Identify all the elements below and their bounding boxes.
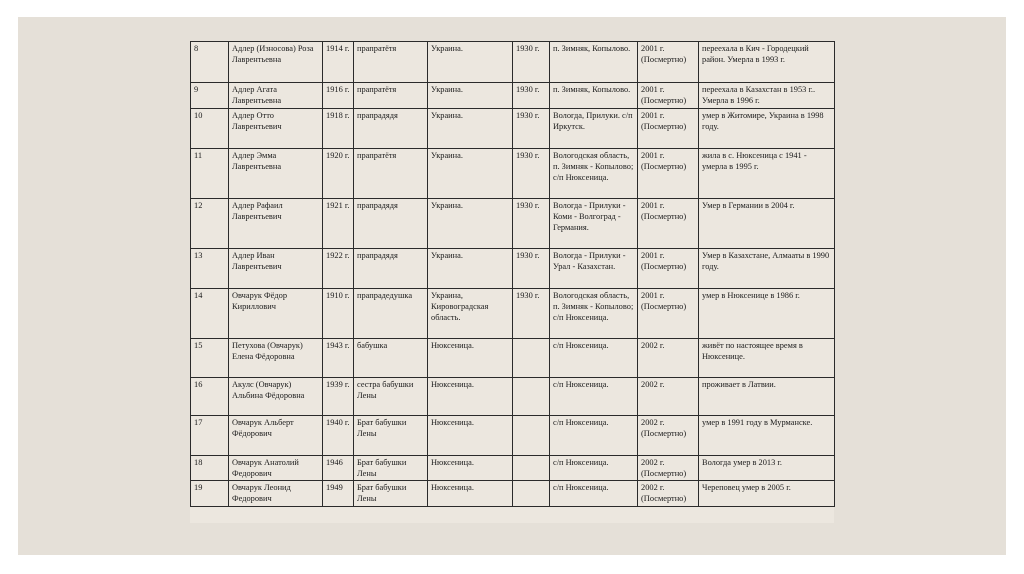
cell-relation: прапратётя [354, 83, 428, 109]
table-row [191, 456, 835, 481]
cell-origin: Нюксеница. [428, 456, 513, 481]
cell-rehabilitation: 2002 г. (Посмертно) [638, 481, 699, 507]
cell-repression-year: 1930 г. [513, 42, 550, 83]
table-row [191, 289, 835, 339]
cell-origin: Нюксеница. [428, 339, 513, 378]
cell-fate: живёт по настоящее время в Нюксенице. [699, 339, 835, 378]
cell-exile-place: Вологда - Прилуки - Урал - Казахстан. [550, 249, 638, 289]
table-row [191, 149, 835, 199]
cell-number: 13 [191, 249, 229, 289]
cell-birth-year: 1916 г. [323, 83, 354, 109]
cell-origin: Украина. [428, 109, 513, 149]
cell-exile-place: с/п Нюксеница. [550, 416, 638, 456]
cell-origin: Украина, Кировоградская область. [428, 289, 513, 339]
cell-relation: прапратётя [354, 149, 428, 199]
cell-relation: бабушка [354, 339, 428, 378]
cell-relation: прапрадядя [354, 199, 428, 249]
cell-fate: жила в с. Нюксеница с 1941 - умерла в 1995 г. [699, 149, 835, 199]
cell-relation: прапрадедушка [354, 289, 428, 339]
table-row [191, 339, 835, 378]
cell-exile-place: Вологда - Прилуки - Коми - Волгоград - Германия. [550, 199, 638, 249]
table-row [191, 249, 835, 289]
cell-name: Акулс (Овчарук) Альбина Фёдоровна [229, 378, 323, 416]
cell-repression-year: 1930 г. [513, 83, 550, 109]
cell-birth-year: 1939 г. [323, 378, 354, 416]
cell-birth-year: 1918 г. [323, 109, 354, 149]
cell-name: Адлер Рафаил Лаврентьевич [229, 199, 323, 249]
cell-number: 8 [191, 42, 229, 83]
cell-number: 9 [191, 83, 229, 109]
cell-birth-year: 1914 г. [323, 42, 354, 83]
cell-origin: Украина. [428, 149, 513, 199]
cell-exile-place: с/п Нюксеница. [550, 339, 638, 378]
cell-name: Адлер (Износова) Роза Лаврентьевна [229, 42, 323, 83]
cell-origin: Нюксеница. [428, 378, 513, 416]
cell-repression-year [513, 456, 550, 481]
cell-exile-place: с/п Нюксеница. [550, 456, 638, 481]
cell-number: 11 [191, 149, 229, 199]
cell-origin: Украина. [428, 249, 513, 289]
cell-name: Овчарук Леонид Федорович [229, 481, 323, 507]
cell-name: Овчарук Анатолий Федорович [229, 456, 323, 481]
table-row [191, 378, 835, 416]
cell-rehabilitation: 2002 г. [638, 339, 699, 378]
cell-relation: Брат бабушки Лены [354, 481, 428, 507]
cell-repression-year: 1930 г. [513, 199, 550, 249]
cell-origin: Нюксеница. [428, 481, 513, 507]
relatives-table [190, 41, 835, 507]
cell-number: 18 [191, 456, 229, 481]
cell-rehabilitation: 2001 г. (Посмертно) [638, 42, 699, 83]
cell-birth-year: 1940 г. [323, 416, 354, 456]
cell-relation: прапрадядя [354, 249, 428, 289]
table-row [191, 199, 835, 249]
table-row [191, 109, 835, 149]
cell-relation: прапратётя [354, 42, 428, 83]
document-sheet [190, 41, 834, 523]
cell-relation: Брат бабушки Лены [354, 416, 428, 456]
cell-rehabilitation: 2001 г. (Посмертно) [638, 109, 699, 149]
cell-name: Овчарук Альберт Фёдорович [229, 416, 323, 456]
cell-exile-place: Вологда, Прилуки. с/п Иркутск. [550, 109, 638, 149]
cell-name: Петухова (Овчарук) Елена Фёдоровна [229, 339, 323, 378]
cell-repression-year: 1930 г. [513, 289, 550, 339]
cell-relation: прапрадядя [354, 109, 428, 149]
cell-birth-year: 1910 г. [323, 289, 354, 339]
cell-number: 15 [191, 339, 229, 378]
cell-name: Овчарук Фёдор Кириллович [229, 289, 323, 339]
table-row [191, 481, 835, 507]
cell-rehabilitation: 2001 г. (Посмертно) [638, 289, 699, 339]
cell-rehabilitation: 2002 г. (Посмертно) [638, 416, 699, 456]
cell-origin: Нюксеница. [428, 416, 513, 456]
cell-exile-place: Вологодская область, п. Зимняк - Копылово; с/п Нюксеница. [550, 289, 638, 339]
cell-rehabilitation: 2001 г. (Посмертно) [638, 249, 699, 289]
cell-rehabilitation: 2001 г. (Посмертно) [638, 149, 699, 199]
cell-relation: сестра бабушки Лены [354, 378, 428, 416]
cell-name: Адлер Отто Лаврентьевич [229, 109, 323, 149]
cell-number: 12 [191, 199, 229, 249]
cell-origin: Украина. [428, 83, 513, 109]
cell-exile-place: с/п Нюксеница. [550, 378, 638, 416]
cell-name: Адлер Иван Лаврентьевич [229, 249, 323, 289]
cell-repression-year: 1930 г. [513, 249, 550, 289]
cell-rehabilitation: 2001 г. (Посмертно) [638, 83, 699, 109]
cell-fate: Вологда умер в 2013 г. [699, 456, 835, 481]
cell-rehabilitation: 2002 г. [638, 378, 699, 416]
cell-number: 10 [191, 109, 229, 149]
cell-name: Адлер Эмма Лаврентьевна [229, 149, 323, 199]
cell-fate: проживает в Латвии. [699, 378, 835, 416]
cell-number: 14 [191, 289, 229, 339]
cell-number: 16 [191, 378, 229, 416]
cell-rehabilitation: 2001 г. (Посмертно) [638, 199, 699, 249]
cell-birth-year: 1922 г. [323, 249, 354, 289]
cell-fate: умер в Нюксенице в 1986 г. [699, 289, 835, 339]
table-row [191, 416, 835, 456]
cell-relation: Брат бабушки Лены [354, 456, 428, 481]
cell-repression-year: 1930 г. [513, 109, 550, 149]
cell-fate: Череповец умер в 2005 г. [699, 481, 835, 507]
cell-fate: Умер в Германии в 2004 г. [699, 199, 835, 249]
cell-birth-year: 1949 [323, 481, 354, 507]
cell-birth-year: 1920 г. [323, 149, 354, 199]
cell-fate: Умер в Казахстане, Алмааты в 1990 году. [699, 249, 835, 289]
cell-origin: Украина. [428, 42, 513, 83]
table-row [191, 42, 835, 83]
cell-exile-place: Вологодская область, п. Зимняк - Копылово; с/п Нюксеница. [550, 149, 638, 199]
cell-repression-year [513, 378, 550, 416]
table-body [191, 42, 835, 507]
cell-origin: Украина. [428, 199, 513, 249]
cell-birth-year: 1943 г. [323, 339, 354, 378]
cell-number: 19 [191, 481, 229, 507]
cell-exile-place: п. Зимняк, Копылово. [550, 42, 638, 83]
cell-rehabilitation: 2002 г. (Посмертно) [638, 456, 699, 481]
table-row [191, 83, 835, 109]
cell-exile-place: с/п Нюксеница. [550, 481, 638, 507]
cell-fate: умер в 1991 году в Мурманске. [699, 416, 835, 456]
cell-birth-year: 1946 [323, 456, 354, 481]
cell-fate: переехала в Кич - Городецкий район. Умерла в 1993 г. [699, 42, 835, 83]
cell-repression-year [513, 339, 550, 378]
cell-exile-place: п. Зимняк, Копылово. [550, 83, 638, 109]
slide-background [18, 17, 1006, 555]
cell-repression-year [513, 416, 550, 456]
cell-fate: умер в Житомире, Украина в 1998 году. [699, 109, 835, 149]
cell-fate: переехала в Казахстан в 1953 г.. Умерла в 1996 г. [699, 83, 835, 109]
cell-name: Адлер Агата Лаврентьевна [229, 83, 323, 109]
cell-number: 17 [191, 416, 229, 456]
cell-birth-year: 1921 г. [323, 199, 354, 249]
cell-repression-year [513, 481, 550, 507]
cell-repression-year: 1930 г. [513, 149, 550, 199]
